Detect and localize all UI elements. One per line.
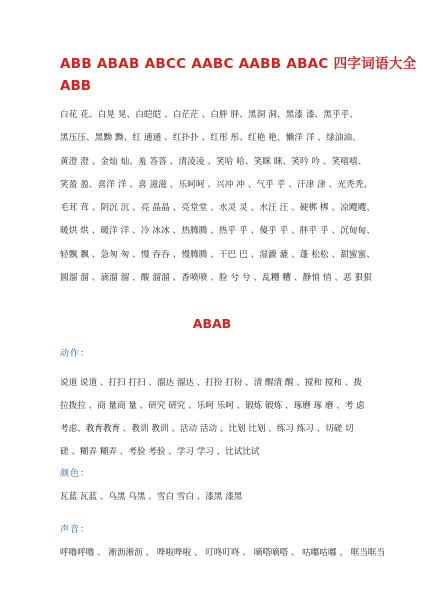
action-line: 说道 说道 、打扫 打扫 、溜达 溜达 、打扮 打扮 、清 醒清 醒 、搅和 搅和 、拨 xyxy=(60,378,362,388)
abb-line: 圆溜 溜 、滴溜 溜 、酸 溜溜 、香喷喷 、脸 兮 兮 、乱糟 糟 、静悄 悄 、恶 狠狠 xyxy=(60,273,372,284)
color-word-list: 瓦蓝 瓦蓝 、乌黑 乌黑 、雪白 雪白 、漆黑 漆黑 xyxy=(60,492,243,502)
abb-line: 黄澄 澄 、金灿 灿、羞 答答 、清凌凌 、笑哈 哈、笑眯 眯、笑吟 吟 、笑嘻嘻、 xyxy=(60,156,367,167)
abb-line: 暖烘 烘 、暖洋 洋 、冷 冰冰 、热腾腾 、热乎 乎 、傻乎 乎 、胖乎 乎 、沉甸甸、 xyxy=(60,226,376,237)
action-word-list xyxy=(60,372,380,464)
action-line: 拉拨拉 、商 量商 量 、研究 研究 、乐呵 乐呵 、锻炼 锻炼 、琢磨 琢 磨 、考 虑 xyxy=(60,401,365,411)
color-category-label: 颜色： xyxy=(60,469,91,479)
abb-line: 笑盈 盈、喜洋 洋 、喜 滋滋 、乐呵呵 、兴冲 冲 、气乎 乎 、汗津 津 、光秃秃、 xyxy=(60,179,373,190)
sound-category-label: 声音： xyxy=(60,525,91,535)
document-title: ABB ABAB ABCC AABC AABB ABAC 四字词语大全 xyxy=(60,56,417,72)
sound-word-list: 呼噜呼噜 、 淅沥淅沥 、 哗啦哗啦 、 叮咚叮咚 、 嘀嗒嘀嗒 、 咕嘟咕嘟 、 哐当哐当 xyxy=(60,548,385,558)
abb-line: 毛茸 茸 、阴沉 沉 、亮 晶晶 、亮堂堂 、水灵 灵 、水汪 汪 、硬梆 梆 、凉飕飕、 xyxy=(60,203,376,214)
abb-word-list xyxy=(60,104,380,290)
abab-heading: ABAB xyxy=(192,316,232,331)
action-category-label: 动作： xyxy=(60,349,91,359)
abb-line: 黑压压、黑黝 黝、红 通通 、红扑扑 、红彤 彤、红艳 艳、懒洋 洋 、绿油油、 xyxy=(60,133,361,144)
abb-line: 白花 花、白晃 晃、白皑皑 、白茫茫 、白胖 胖、黑洞 洞、黑漆 漆、黑乎乎、 xyxy=(60,110,359,120)
abb-heading: ABB xyxy=(60,78,92,94)
action-line: 考虑、教育教育 、教训 教训 、活动 活动 、比划 比划 、练习 练习 、切磋 切 xyxy=(60,424,354,434)
abb-line: 轻飘 飘 、急匆 匆 、慢 吞吞 、慢腾腾 、干巴 巴 、湿漉 漉 、蓬 松松 、甜蜜蜜、 xyxy=(60,249,376,260)
action-line: 磋 、糊弄 糊弄 、考验 考验 、学习 学习 、比试比试 xyxy=(60,447,260,457)
